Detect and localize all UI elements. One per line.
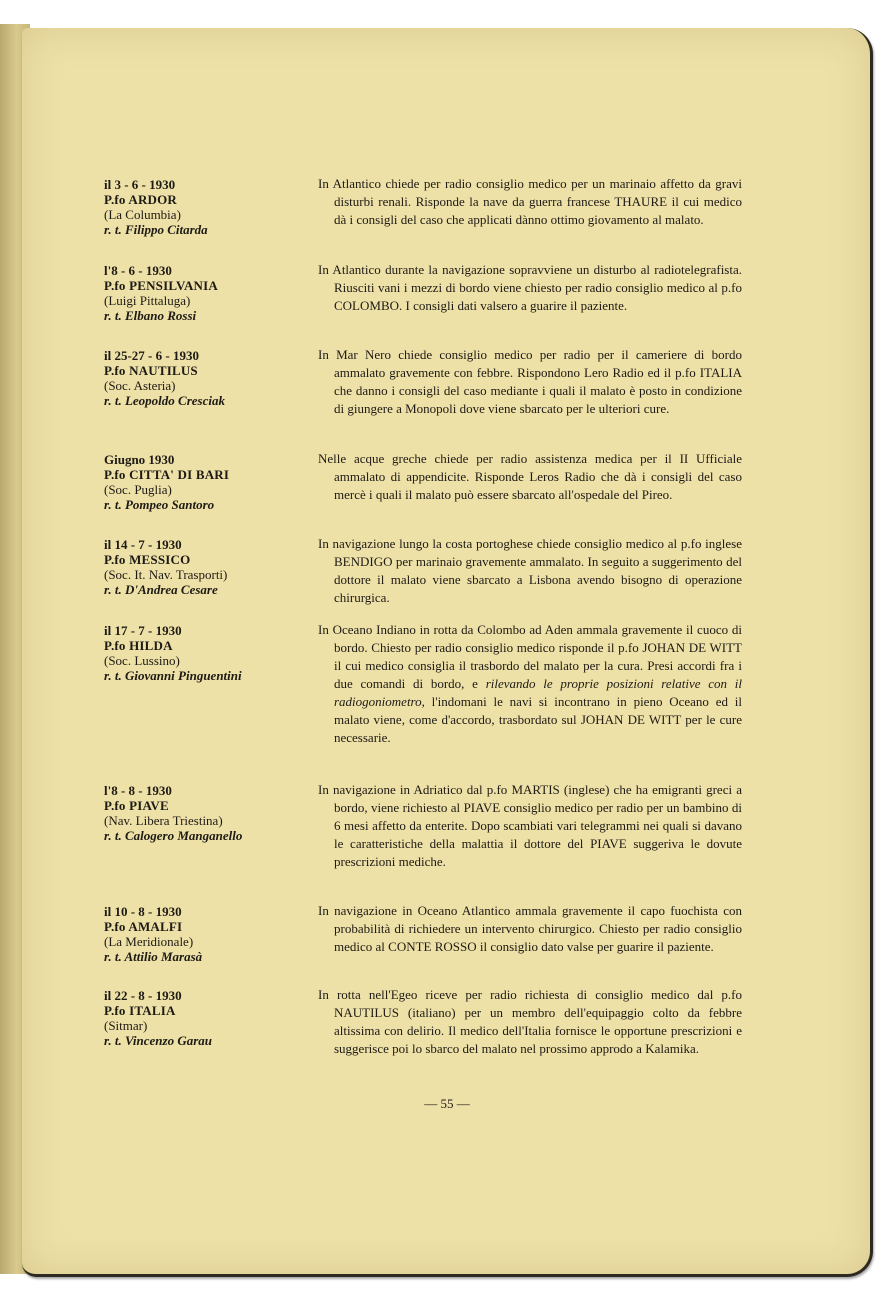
entry-text: In rotta nell'Egeo riceve per radio richiesta di consiglio medico dal p.fo NAUTILUS (italiano) per un membro dell'equipaggio colto da febbre altissima con delirio. Il medico dell'Italia fornisce le opportune prescrizioni e suggerisce poi lo sbarco del malato nel prossimo approdo a Kalamika.	[318, 987, 742, 1056]
entry-date: il 25-27 - 6 - 1930	[104, 348, 199, 363]
entry-text: In navigazione in Oceano Atlantico ammala gravemente il capo fuochista con probabilità di richiedere un intervento chirurgico. Chiesto per radio consiglio medico al CONTE ROSSO il consiglio dato valse per guarire il paziente.	[318, 903, 742, 954]
entry-company: (La Meridionale)	[104, 934, 194, 949]
page-number: — 55 —	[424, 1096, 470, 1111]
entry-company: (Soc. Lussino)	[104, 653, 180, 668]
entry-company: (Soc. Puglia)	[104, 482, 172, 497]
entry-date: il 17 - 7 - 1930	[104, 623, 182, 638]
entry-meta	[104, 263, 314, 323]
entry-date: il 3 - 6 - 1930	[104, 177, 176, 192]
entry-text: Nelle acque greche chiede per radio assistenza medica per il II Ufficiale ammalato di appendicite. Risponde Leros Radio che dà i consigli del caso mercè i quali il malato può essere sbarcato all'ospedale del Pireo.	[318, 451, 742, 502]
entry-company: (Soc. Asteria)	[104, 378, 176, 393]
book-page	[22, 28, 873, 1277]
entry-operator: r. t. Leopoldo Cresciak	[104, 393, 225, 408]
entry-meta	[104, 623, 314, 683]
entry-operator: r. t. Calogero Manganello	[104, 828, 243, 843]
entry-text: In navigazione lungo la costa portoghese chiede consiglio medico al p.fo inglese BENDIGO per marinaio gravemente ammalato. In seguito a suggerimento del dottore il malato viene sbarcato a Lisbona avendo bisogno di operazione chirurgica.	[318, 536, 742, 605]
entry-company: (Soc. It. Nav. Trasporti)	[104, 567, 228, 582]
entry-meta	[104, 177, 314, 237]
entry-operator: r. t. Vincenzo Garau	[104, 1033, 213, 1048]
entry-meta	[104, 988, 314, 1048]
entry-ship: P.fo ITALIA	[104, 1003, 176, 1018]
entry-company: (Sitmar)	[104, 1018, 148, 1033]
entry-text: In Atlantico durante la navigazione sopravviene un disturbo al radiotelegrafista. Riusciti vani i mezzi di bordo viene chiesto per radio consiglio medico al p.fo COLOMBO. I consigli dati valsero a guarire il paziente.	[318, 262, 742, 313]
entry-meta	[104, 904, 314, 964]
entry-text: In navigazione in Adriatico dal p.fo MARTIS (inglese) che ha emigranti greci a bordo, viene richiesto al PIAVE consiglio medico per radio per un bambino di 6 mesi affetto da enterite. Dopo scambiati vari telegrammi nei quali si davano le caratteristiche della malattia il dottore del PIAVE suggeriva le dovute prescrizioni mediche.	[318, 782, 742, 869]
entry-date: il 22 - 8 - 1930	[104, 988, 182, 1003]
entry-ship: P.fo ARDOR	[104, 192, 178, 207]
entry-text: In Atlantico chiede per radio consiglio medico per un marinaio affetto da gravi disturbi renali. Risponde la nave da guerra francese THAURE il cui medico dà i consigli del caso che applicati dànno ottimo giovamento al malato.	[318, 176, 742, 227]
entry-ship: P.fo CITTA' DI BARI	[104, 467, 230, 482]
entry-operator: r. t. Giovanni Pinguentini	[104, 668, 242, 683]
entry-operator: r. t. Filippo Citarda	[104, 222, 208, 237]
entry-meta	[104, 452, 314, 512]
entry-text-part: l'indomani le navi si incontrano in pieno Oceano ed il malato viene, come d'accordo, trasbordato sul JOHAN DE WITT per le cure necessarie.	[334, 694, 742, 745]
entry-text-italic: rilevando le proprie posizioni relative con il radiogoniometro,	[334, 676, 742, 709]
entry-operator: r. t. D'Andrea Cesare	[104, 582, 218, 597]
entry-date: Giugno 1930	[104, 452, 175, 467]
entry-meta	[104, 783, 314, 843]
entry-ship: P.fo PIAVE	[104, 798, 169, 813]
entry-meta	[104, 537, 314, 597]
entry-text	[318, 621, 742, 747]
entry-company: (Nav. Libera Triestina)	[104, 813, 223, 828]
entry-date: l'8 - 8 - 1930	[104, 783, 172, 798]
entry-ship: P.fo NAUTILUS	[104, 363, 198, 378]
entry-ship: P.fo AMALFI	[104, 919, 183, 934]
entry-operator: r. t. Attilio Marasà	[104, 949, 203, 964]
entry-company: (La Columbia)	[104, 207, 181, 222]
entry-ship: P.fo MESSICO	[104, 552, 191, 567]
entry-meta	[104, 348, 314, 408]
entry-operator: r. t. Elbano Rossi	[104, 308, 197, 323]
entry-operator: r. t. Pompeo Santoro	[104, 497, 215, 512]
entry-text: In Mar Nero chiede consiglio medico per radio per il cameriere di bordo ammalato gravemente con febbre. Rispondono Lero Radio ed il p.fo ITALIA che danno i consigli del caso mediante i quali il malato è posto in condizione di giungere a Monopoli dove viene sbarcato per le ulteriori cure.	[318, 347, 742, 416]
entry-date: il 14 - 7 - 1930	[104, 537, 182, 552]
entry-company: (Luigi Pittaluga)	[104, 293, 191, 308]
entry-text-part: In Oceano Indiano in rotta da Colombo ad Aden ammala gravemente il cuoco di bordo. Chiesto per radio consiglio medico risponde il p.fo JOHAN DE WITT il cui medico consiglia il trasbordo del malato per la cura. Presi accordi fra i due comandi di bordo, e	[318, 622, 742, 691]
entry-date: l'8 - 6 - 1930	[104, 263, 172, 278]
entry-ship: P.fo HILDA	[104, 638, 173, 653]
entry-ship: P.fo PENSILVANIA	[104, 278, 218, 293]
entry-date: il 10 - 8 - 1930	[104, 904, 182, 919]
